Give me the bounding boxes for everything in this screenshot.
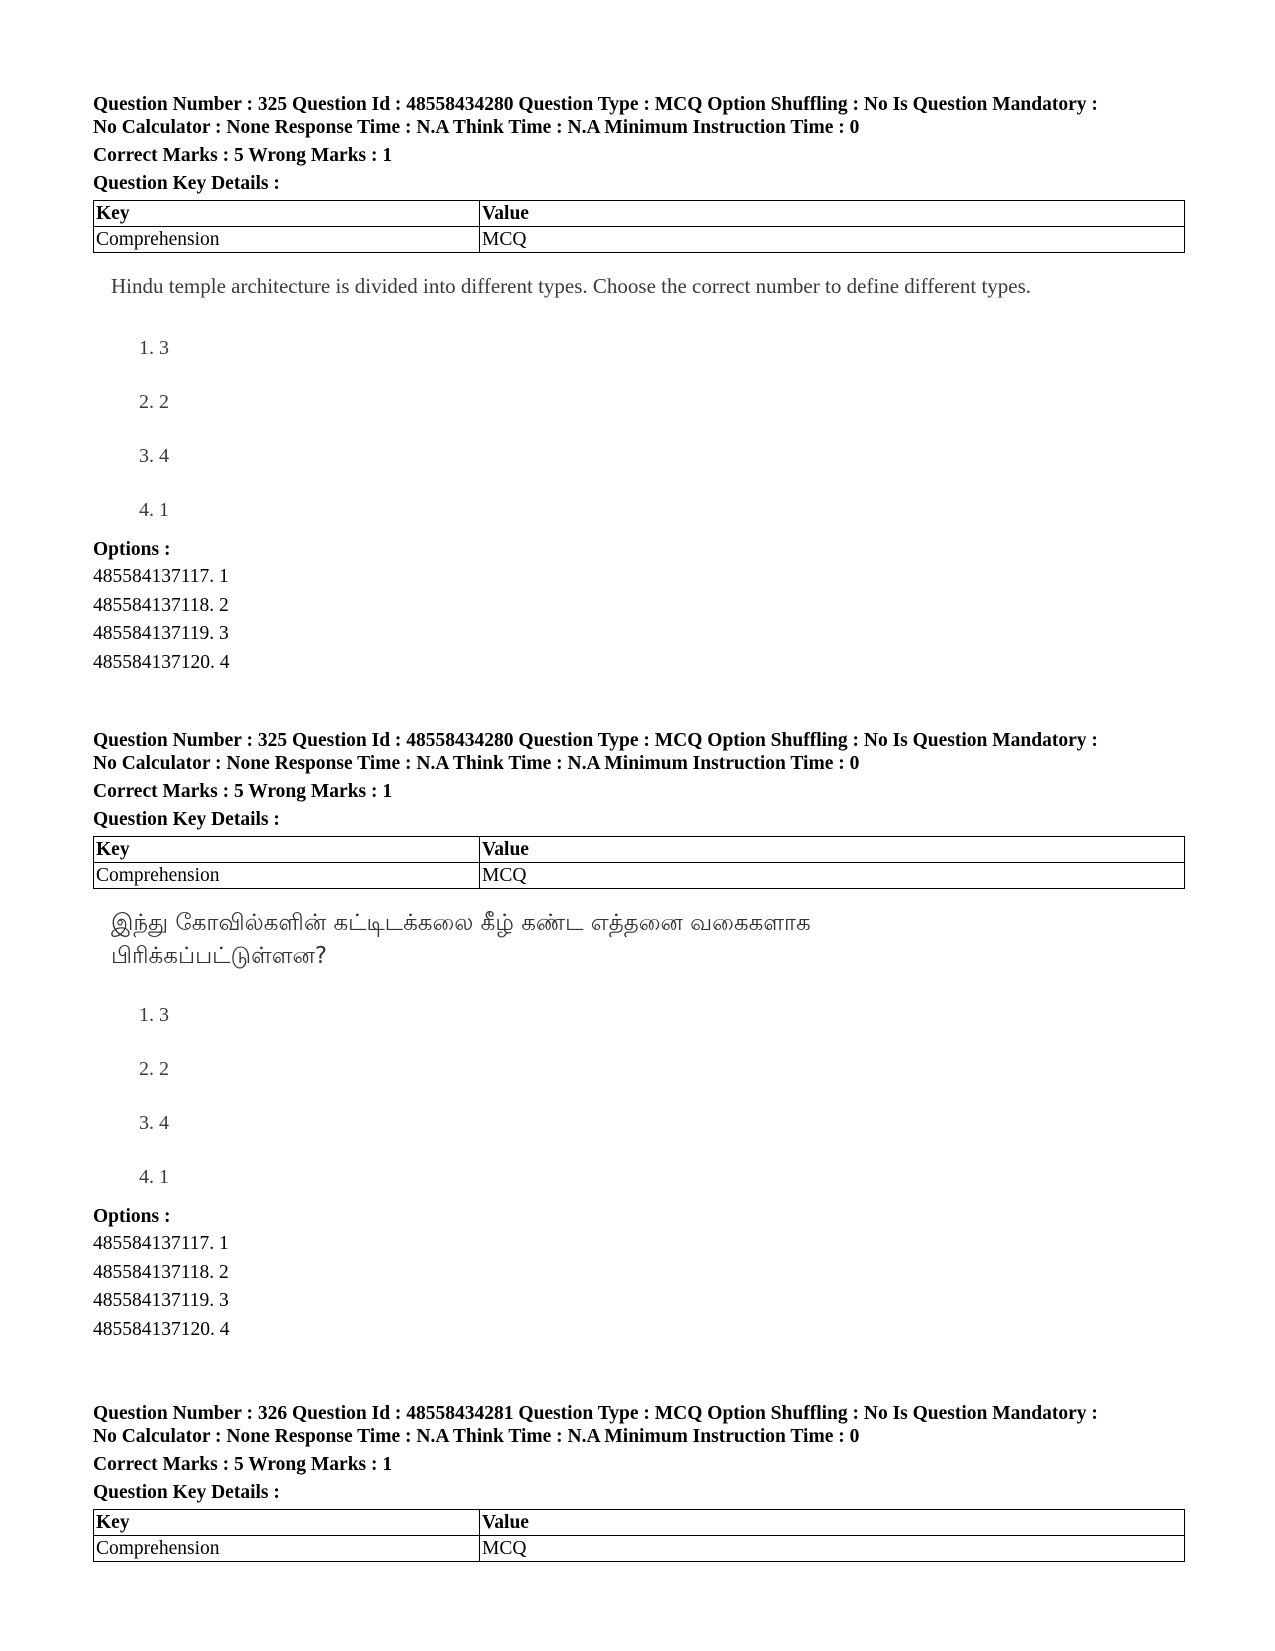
question-meta-line-2: No Calculator : None Response Time : N.A Think Time : N.A Minimum Instruction Time : 0: [93, 1426, 860, 1447]
key-cell: Comprehension: [94, 1536, 480, 1562]
key-header: Key: [94, 201, 480, 227]
option-item: 485584137118. 2: [93, 594, 229, 616]
option-item: 485584137120. 4: [93, 1318, 230, 1340]
question-meta-line-2: No Calculator : None Response Time : N.A Think Time : N.A Minimum Instruction Time : 0: [93, 117, 860, 138]
table-row: [94, 863, 1185, 889]
value-header: Value: [480, 1510, 1185, 1536]
table-row: [94, 1536, 1185, 1562]
choice-item: 4. 1: [139, 1166, 169, 1188]
options-label: Options :: [93, 1206, 171, 1227]
question-block-1: [93, 93, 1185, 677]
choice-item: 3. 4: [139, 445, 169, 467]
key-cell: Comprehension: [94, 227, 480, 253]
option-item: 485584137119. 3: [93, 623, 229, 644]
question-text-line-2: பிரிக்கப்பட்டுள்ளன?: [111, 943, 328, 969]
question-block-3: [93, 1402, 1185, 1562]
choice-list: [93, 988, 1185, 1204]
key-details-table: [93, 200, 1185, 253]
marks-line: Correct Marks : 5 Wrong Marks : 1: [93, 1454, 393, 1475]
marks-line: Correct Marks : 5 Wrong Marks : 1: [93, 145, 393, 166]
value-cell: MCQ: [480, 1536, 1185, 1562]
choice-item: 1. 3: [139, 1004, 169, 1026]
value-header: Value: [480, 837, 1185, 863]
question-block-2: [93, 729, 1185, 1344]
option-item: 485584137118. 2: [93, 1261, 229, 1283]
value-header: Value: [480, 201, 1185, 227]
option-item: 485584137120. 4: [93, 651, 230, 673]
choice-item: 2. 2: [139, 1058, 169, 1080]
question-text: [93, 907, 1185, 973]
choice-item: 3. 4: [139, 1112, 169, 1134]
choice-list: [93, 321, 1185, 537]
question-meta-line-2: No Calculator : None Response Time : N.A Think Time : N.A Minimum Instruction Time : 0: [93, 753, 860, 774]
question-meta-line-1: Question Number : 325 Question Id : 48558434280 Question Type : MCQ Option Shuffling : No Is Question Mandatory :: [93, 94, 1098, 115]
key-header: Key: [94, 837, 480, 863]
value-cell: MCQ: [480, 227, 1185, 253]
key-details-table: [93, 836, 1185, 889]
value-cell: MCQ: [480, 863, 1185, 889]
table-row: [94, 227, 1185, 253]
key-details-label: Question Key Details :: [93, 809, 280, 830]
question-meta-line-1: Question Number : 325 Question Id : 48558434280 Question Type : MCQ Option Shuffling : No Is Question Mandatory :: [93, 730, 1098, 751]
question-meta-line-1: Question Number : 326 Question Id : 48558434281 Question Type : MCQ Option Shuffling : No Is Question Mandatory :: [93, 1403, 1098, 1424]
option-item: 485584137117. 1: [93, 1233, 229, 1254]
key-cell: Comprehension: [94, 863, 480, 889]
choice-item: 4. 1: [139, 499, 169, 521]
question-text-line-1: இந்து கோவில்களின் கட்டிடக்கலை கீழ் கண்ட எத்தனை வகைகளாக: [111, 910, 811, 936]
options-label: Options :: [93, 539, 171, 560]
table-header-row: [94, 1510, 1185, 1536]
key-details-table: [93, 1509, 1185, 1562]
question-text: Hindu temple architecture is divided into different types. Choose the correct number to define different types.: [111, 274, 1032, 298]
option-item: 485584137117. 1: [93, 566, 229, 587]
table-header-row: [94, 201, 1185, 227]
choice-item: 1. 3: [139, 337, 169, 359]
option-item: 485584137119. 3: [93, 1290, 229, 1311]
key-header: Key: [94, 1510, 480, 1536]
choice-item: 2. 2: [139, 391, 169, 413]
marks-line: Correct Marks : 5 Wrong Marks : 1: [93, 781, 393, 802]
key-details-label: Question Key Details :: [93, 173, 280, 194]
table-header-row: [94, 837, 1185, 863]
key-details-label: Question Key Details :: [93, 1482, 280, 1503]
